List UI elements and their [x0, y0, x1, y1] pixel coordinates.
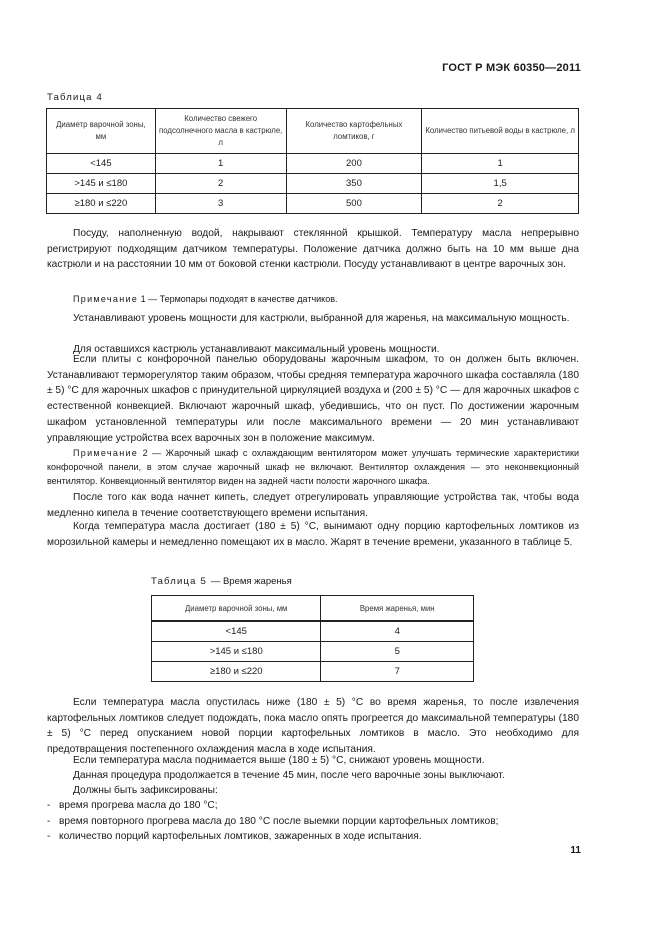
- table4-caption: Таблица 4: [47, 92, 103, 103]
- table5-cell: 5: [321, 642, 474, 662]
- table4-cell: <145: [47, 154, 156, 174]
- table4-header-cell: Количество картофельных ломтиков, г: [286, 109, 422, 154]
- paragraph: Должны быть зафиксированы:: [73, 785, 218, 796]
- table4-cell: ≥180 и ≤220: [47, 194, 156, 214]
- table5-cell: 7: [321, 662, 474, 682]
- table4-cell: 500: [286, 194, 422, 214]
- standard-designation: ГОСТ Р МЭК 60350—2011: [442, 62, 581, 74]
- table4-cell: 1: [422, 154, 579, 174]
- table5-cell: >145 и ≤180: [152, 642, 321, 662]
- table4-cell: 2: [422, 194, 579, 214]
- list-item: - время повторного прогрева масла до 180 °С после выемки порции картофельных ломтиков;: [47, 816, 499, 827]
- paragraph: Устанавливают уровень мощности для кастрюли, выбранной для жаренья, на максимальную мощность.: [73, 313, 570, 324]
- table5-header-cell: Время жаренья, мин: [321, 596, 474, 622]
- table5-cell: ≥180 и ≤220: [152, 662, 321, 682]
- list-item: - время прогрева масла до 180 °С;: [47, 800, 218, 811]
- table4-cell: 200: [286, 154, 422, 174]
- table-row: [47, 174, 579, 194]
- paragraph: Если температура масла поднимается выше (180 ± 5) °С, снижают уровень мощности.: [73, 755, 485, 766]
- table-row: [47, 194, 579, 214]
- table4-cell: 1,5: [422, 174, 579, 194]
- table4-header-cell: Количество питьевой воды в кастрюле, л: [422, 109, 579, 154]
- table-row: [47, 154, 579, 174]
- list-item: - количество порций картофельных ломтиков, зажаренных в ходе испытания.: [47, 831, 422, 842]
- paragraph: Данная процедура продолжается в течение 45 мин, после чего варочные зоны выключают.: [73, 770, 505, 781]
- paragraph: Посуду, наполненную водой, накрывают стеклянной крышкой. Температуру масла непрерывно регистрируют подходящим датчиком температуры. Положение датчика должно быть на 10 мм выше дна кастрюли и на расстоянии 10 мм от боковой стенки кастрюли. Посуду устанавливают в центре варочных зон.: [47, 228, 579, 271]
- table5-cell: 4: [321, 621, 474, 642]
- table5-caption: Таблица 5 — Время жаренья: [151, 576, 292, 587]
- paragraph: Для оставшихся кастрюль устанавливают максимальный уровень мощности.: [73, 344, 440, 355]
- paragraph: После того как вода начнет кипеть, следует отрегулировать управляющие устройства так, чтобы вода медленно кипела в течение соответствующего времени испытания.: [47, 492, 579, 519]
- table5: [151, 595, 474, 682]
- page-number: 11: [570, 845, 581, 856]
- table4-cell: 3: [155, 194, 286, 214]
- note-1: Примечание 1 — Термопары подходят в качестве датчиков.: [73, 294, 338, 304]
- paragraph: Если плиты с конфорочной панелью оборудованы жарочным шкафом, то он должен быть включен. Устанавливают терморегулятор таким образом, чтобы средняя температура жарочного шкафа составляла (180 ± 5) °С для жарочных шкафов с принудительной циркуляцией воздуха и (200 ± 5) °С — для жарочных шкафов с естественной конвекцией. Включают жарочный шкаф, убедившись, что он пуст. По достижении жарочным шкафом установленной температуры или после максимального времени — 20 мин устанавливают управляющие устройства всех варочных зон в положение максимум.: [47, 354, 579, 444]
- table4: [46, 108, 579, 214]
- table4-cell: 1: [155, 154, 286, 174]
- note-2: Примечание 2 — Жарочный шкаф с охлаждающим вентилятором может улучшать термические характеристики конфорочной панели, в этом случае жарочный шкаф не включают. Вентилятор охлаждения — это неконвекционный вентилятор. Конвекционный вентилятор виден на задней части полости жарочного шкафа.: [47, 448, 579, 486]
- table4-cell: >145 и ≤180: [47, 174, 156, 194]
- table-row: [152, 642, 474, 662]
- table4-cell: 350: [286, 174, 422, 194]
- table-row: [152, 621, 474, 642]
- table5-header-cell: Диаметр варочной зоны, мм: [152, 596, 321, 622]
- table4-cell: 2: [155, 174, 286, 194]
- table5-cell: <145: [152, 621, 321, 642]
- paragraph: Если температура масла опустилась ниже (180 ± 5) °С во время жаренья, то после извлечения картофельных ломтиков следует подождать, пока масло опять прогреется до максимальной температуры (180 ± 5) °С перед опусканием новой порции картофельных ломтиков в масло. Это необходимо для предотвращения постепенного охлаждения масла в ходе испытания.: [47, 697, 579, 756]
- paragraph: Когда температура масла достигает (180 ± 5) °С, вынимают одну порцию картофельных ломтиков из морозильной камеры и немедленно помещают их в масло. Жарят в течение времени, указанного в таблице 5.: [47, 521, 579, 548]
- table4-header-cell: Количество свежего подсолнечного масла в кастрюле, л: [155, 109, 286, 154]
- table-row: [152, 662, 474, 682]
- table4-header-cell: Диаметр варочной зоны, мм: [47, 109, 156, 154]
